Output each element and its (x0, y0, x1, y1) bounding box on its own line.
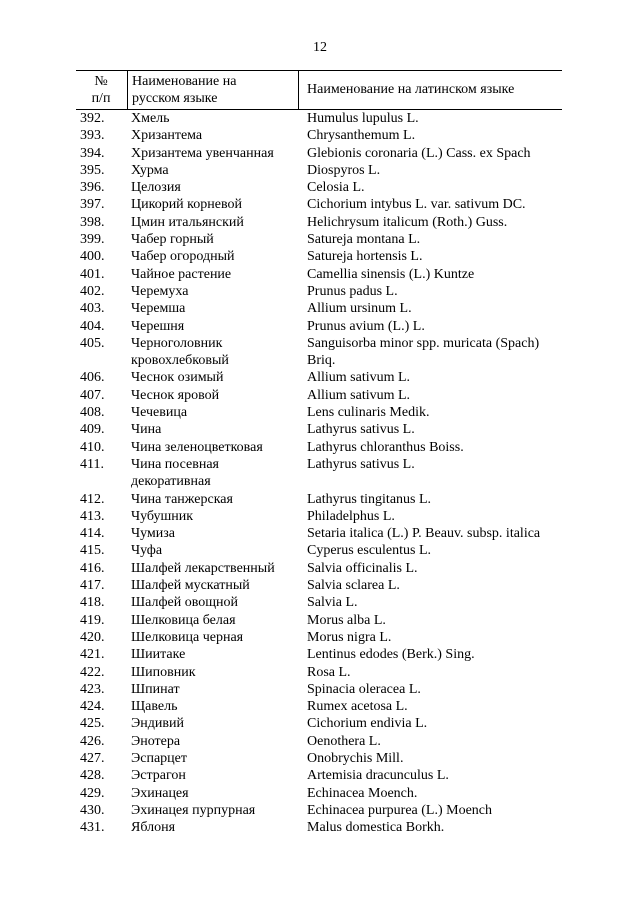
row-number: 400. (80, 249, 105, 265)
russian-name: Шелковица черная (131, 629, 244, 645)
table-row (76, 231, 562, 248)
header-russian-line1: Наименование на (132, 74, 237, 89)
table-row (76, 421, 562, 438)
russian-name-cell (126, 594, 302, 611)
latin-name-cell (302, 819, 562, 836)
latin-name: Rosa L. (307, 664, 351, 680)
latin-name-cell (302, 404, 562, 421)
russian-name-cell (126, 508, 302, 525)
latin-name-cell (302, 698, 562, 715)
latin-name-cell (302, 664, 562, 681)
russian-name-cell (126, 110, 302, 127)
table-row (76, 785, 562, 802)
russian-name-cell (126, 248, 302, 265)
latin-name-cell (302, 127, 562, 144)
russian-name-cell (126, 698, 302, 715)
table-row (76, 733, 562, 750)
table-row (76, 196, 562, 213)
table-row (76, 819, 562, 836)
latin-name: Onobrychis Mill. (307, 750, 404, 766)
table-body (76, 110, 562, 836)
russian-name: Хмель (131, 111, 170, 126)
table-row (76, 715, 562, 732)
table-row (76, 646, 562, 663)
row-number: 425. (80, 716, 105, 732)
russian-name: Шалфей мускатный (131, 578, 250, 594)
latin-name: Prunus avium (L.) L. (307, 318, 425, 334)
latin-name: Lathyrus sativus L. (307, 456, 415, 472)
latin-name-cell (302, 560, 562, 577)
table-row (76, 525, 562, 542)
latin-name: Allium sativum L. (307, 387, 411, 403)
table-row (76, 577, 562, 594)
latin-name-cell (302, 387, 562, 404)
row-number: 393. (80, 128, 105, 144)
row-number: 429. (80, 785, 105, 801)
row-number: 401. (80, 266, 105, 282)
russian-name: Чуфа (131, 543, 163, 559)
latin-name-cell (302, 179, 562, 196)
latin-name-cell (302, 196, 562, 213)
row-number: 397. (80, 197, 105, 213)
latin-name-cell (302, 110, 562, 127)
russian-name: Чечевица (131, 405, 188, 421)
row-number: 414. (80, 526, 105, 542)
latin-name: Lathyrus chloranthus Boiss. (307, 439, 464, 455)
russian-name-cell (126, 819, 302, 836)
russian-name: Цикорий корневой (131, 197, 242, 213)
row-number: 418. (80, 595, 105, 611)
russian-name: Хризантема увенчанная (131, 145, 274, 161)
latin-name-cell (302, 577, 562, 594)
latin-name: Lathyrus tingitanus L. (307, 491, 432, 507)
russian-name: Чеснок яровой (131, 387, 220, 403)
latin-name: Oenothera L. (307, 733, 381, 749)
latin-name-cell (302, 491, 562, 508)
russian-name: Энотера (131, 733, 181, 749)
row-number: 403. (80, 301, 105, 317)
table-row (76, 456, 562, 491)
row-number: 424. (80, 699, 105, 715)
header-latin-name: Наименование на латинском языке (298, 71, 562, 109)
latin-name-cell (302, 300, 562, 317)
latin-name-cell (302, 802, 562, 819)
table-row (76, 698, 562, 715)
russian-name-cell (126, 664, 302, 681)
latin-name-cell (302, 629, 562, 646)
latin-name-cell (302, 369, 562, 386)
latin-name: Salvia officinalis L. (307, 560, 418, 576)
table-row (76, 283, 562, 300)
table-row (76, 612, 562, 629)
row-number: 392. (80, 111, 105, 126)
latin-name: Glebionis coronaria (L.) Cass. ex Spach (307, 145, 531, 161)
row-number: 412. (80, 491, 105, 507)
latin-name-cell (302, 421, 562, 438)
latin-name: Prunus padus L. (307, 283, 398, 299)
latin-name: Cyperus esculentus L. (307, 543, 432, 559)
species-table (76, 70, 562, 836)
russian-name-cell (126, 646, 302, 663)
row-number: 416. (80, 560, 105, 576)
latin-name: Sanguisorba minor spp. muricata (Spach) (307, 335, 540, 351)
table-row (76, 508, 562, 525)
table-row (76, 594, 562, 611)
russian-name-cell (126, 318, 302, 335)
russian-name-cell (126, 577, 302, 594)
russian-name: Эндивий (131, 716, 184, 732)
latin-name: Spinacia oleracea L. (307, 681, 421, 697)
row-number: 417. (80, 578, 105, 594)
table-row (76, 145, 562, 162)
russian-name: Эхинацея пурпурная (131, 802, 256, 818)
russian-name-cell (126, 525, 302, 542)
table-row (76, 369, 562, 386)
latin-name-cell (302, 750, 562, 767)
latin-name: Celosia L. (307, 180, 365, 196)
russian-name: декоративная (131, 474, 211, 490)
row-number: 420. (80, 629, 105, 645)
russian-name-cell (126, 802, 302, 819)
latin-name-cell (302, 439, 562, 456)
row-number: 408. (80, 405, 105, 421)
latin-name: Setaria italica (L.) P. Beauv. subsp. italica (307, 526, 541, 542)
russian-name: кровохлебковый (131, 353, 229, 369)
russian-name-cell (126, 715, 302, 732)
russian-name: Эстрагон (131, 768, 186, 784)
latin-name-cell (302, 542, 562, 559)
row-number: 405. (80, 335, 105, 351)
header-number-line1: № (94, 74, 108, 89)
latin-name-cell (302, 248, 562, 265)
latin-name: Cichorium intybus L. var. sativum DC. (307, 197, 526, 213)
row-number: 410. (80, 439, 105, 455)
table-row (76, 750, 562, 767)
row-number: 411. (80, 456, 104, 472)
russian-name: Чина посевная (131, 456, 219, 472)
russian-name-cell (126, 439, 302, 456)
russian-name-cell (126, 750, 302, 767)
russian-name: Шиповник (131, 664, 196, 680)
row-number: 409. (80, 422, 105, 438)
row-number: 431. (80, 820, 105, 836)
russian-name-cell (126, 162, 302, 179)
latin-name: Morus nigra L. (307, 629, 392, 645)
russian-name: Хурма (131, 162, 169, 178)
table-header (76, 70, 562, 110)
russian-name-cell (126, 542, 302, 559)
latin-name: Helichrysum italicum (Roth.) Guss. (307, 214, 508, 230)
russian-name-cell (126, 179, 302, 196)
russian-name: Чина танжерская (131, 491, 233, 507)
russian-name: Чина (131, 422, 162, 438)
table-row (76, 248, 562, 265)
russian-name-cell (126, 560, 302, 577)
russian-name-cell (126, 629, 302, 646)
russian-name-cell (126, 681, 302, 698)
russian-name: Шпинат (131, 681, 180, 697)
russian-name: Черемуха (131, 283, 189, 299)
latin-name: Briq. (307, 353, 336, 369)
latin-name-cell (302, 231, 562, 248)
russian-name-cell (126, 369, 302, 386)
russian-name-cell (126, 612, 302, 629)
table-row (76, 266, 562, 283)
latin-name: Lathyrus sativus L. (307, 422, 415, 438)
table-row (76, 335, 562, 370)
russian-name-cell (126, 733, 302, 750)
table-row (76, 802, 562, 819)
latin-name-cell (302, 456, 562, 491)
russian-name: Целозия (131, 180, 181, 196)
table-row (76, 681, 562, 698)
latin-name-cell (302, 715, 562, 732)
row-number: 404. (80, 318, 105, 334)
russian-name-cell (126, 404, 302, 421)
latin-name-cell (302, 283, 562, 300)
latin-name: Satureja hortensis L. (307, 249, 423, 265)
latin-name: Morus alba L. (307, 612, 386, 628)
russian-name: Шиитаке (131, 647, 186, 663)
row-number: 402. (80, 283, 105, 299)
row-number: 395. (80, 162, 105, 178)
table-row (76, 767, 562, 784)
russian-name: Чабер огородный (131, 249, 235, 265)
row-number: 407. (80, 387, 105, 403)
russian-name-cell (126, 283, 302, 300)
russian-name: Яблоня (131, 820, 176, 836)
row-number: 427. (80, 750, 105, 766)
table-row (76, 127, 562, 144)
russian-name-cell (126, 196, 302, 213)
russian-name: Чайное растение (131, 266, 232, 282)
row-number: 415. (80, 543, 105, 559)
russian-name-cell (126, 145, 302, 162)
russian-name-cell (126, 127, 302, 144)
table-row (76, 387, 562, 404)
russian-name: Черноголовник (131, 335, 223, 351)
russian-name-cell (126, 491, 302, 508)
latin-name: Satureja montana L. (307, 232, 421, 248)
latin-name: Allium ursinum L. (307, 301, 412, 317)
row-number: 430. (80, 802, 105, 818)
russian-name-cell (126, 767, 302, 784)
russian-name: Эспарцет (131, 750, 187, 766)
header-number-line2: п/п (91, 91, 111, 106)
table-row (76, 318, 562, 335)
header-russian-name (127, 71, 298, 109)
row-number: 426. (80, 733, 105, 749)
table-row (76, 542, 562, 559)
russian-name-cell (126, 456, 302, 491)
russian-name-cell (126, 387, 302, 404)
latin-name-cell (302, 525, 562, 542)
latin-name-cell (302, 162, 562, 179)
latin-name: Rumex acetosa L. (307, 699, 408, 715)
russian-name-cell (126, 300, 302, 317)
russian-name: Шалфей овощной (131, 595, 239, 611)
latin-name: Humulus lupulus L. (307, 111, 419, 126)
russian-name: Эхинацея (131, 785, 189, 801)
russian-name-cell (126, 785, 302, 802)
russian-name: Щавель (131, 699, 178, 715)
latin-name: Philadelphus L. (307, 508, 395, 524)
latin-name: Malus domestica Borkh. (307, 820, 445, 836)
table-row (76, 560, 562, 577)
row-number: 419. (80, 612, 105, 628)
latin-name-cell (302, 646, 562, 663)
latin-name: Camellia sinensis (L.) Kuntze (307, 266, 475, 282)
table-row (76, 162, 562, 179)
latin-name: Artemisia dracunculus L. (307, 768, 449, 784)
russian-name: Чубушник (131, 508, 194, 524)
row-number: 396. (80, 180, 105, 196)
latin-name-cell (302, 733, 562, 750)
latin-name-cell (302, 785, 562, 802)
latin-name-cell (302, 681, 562, 698)
latin-name: Salvia L. (307, 595, 358, 611)
latin-name-cell (302, 335, 562, 370)
russian-name: Черемша (131, 301, 186, 317)
russian-name: Чина зеленоцветковая (131, 439, 263, 455)
russian-name-cell (126, 231, 302, 248)
russian-name: Хризантема (131, 128, 203, 144)
latin-name-cell (302, 508, 562, 525)
header-number (76, 71, 126, 111)
russian-name-cell (126, 335, 302, 370)
latin-name: Salvia sclarea L. (307, 578, 400, 594)
table-row (76, 300, 562, 317)
russian-name: Черешня (131, 318, 185, 334)
russian-name: Чумиза (131, 526, 176, 542)
row-number: 428. (80, 768, 105, 784)
latin-name: Allium sativum L. (307, 370, 411, 386)
table-row (76, 439, 562, 456)
row-number: 413. (80, 508, 105, 524)
latin-name: Diospyros L. (307, 162, 381, 178)
latin-name: Echinacea Moench. (307, 785, 418, 801)
russian-name: Чеснок озимый (131, 370, 224, 386)
table-row (76, 629, 562, 646)
russian-name-cell (126, 421, 302, 438)
russian-name: Шалфей лекарственный (131, 560, 275, 576)
row-number: 398. (80, 214, 105, 230)
latin-name: Chrysanthemum L. (307, 128, 416, 144)
table-row (76, 110, 562, 127)
russian-name: Цмин итальянский (131, 214, 244, 230)
table-row (76, 214, 562, 231)
table-row (76, 404, 562, 421)
russian-name: Чабер горный (131, 232, 214, 248)
russian-name-cell (126, 214, 302, 231)
latin-name-cell (302, 767, 562, 784)
row-number: 399. (80, 232, 105, 248)
latin-name-cell (302, 266, 562, 283)
table-row (76, 491, 562, 508)
table-row (76, 664, 562, 681)
latin-name-cell (302, 214, 562, 231)
row-number: 423. (80, 681, 105, 697)
latin-name-cell (302, 145, 562, 162)
row-number: 421. (80, 647, 105, 663)
latin-name: Cichorium endivia L. (307, 716, 428, 732)
latin-name-cell (302, 594, 562, 611)
latin-name: Lentinus edodes (Berk.) Sing. (307, 647, 475, 663)
latin-name: Lens culinaris Medik. (307, 405, 430, 421)
latin-name-cell (302, 318, 562, 335)
row-number: 406. (80, 370, 105, 386)
latin-name-cell (302, 612, 562, 629)
russian-name: Шелковица белая (131, 612, 236, 628)
page-number: 12 (313, 40, 327, 55)
row-number: 422. (80, 664, 105, 680)
header-russian-line2: русском языке (132, 91, 218, 106)
row-number: 394. (80, 145, 105, 161)
latin-name: Echinacea purpurea (L.) Moench (307, 802, 493, 818)
russian-name-cell (126, 266, 302, 283)
table-row (76, 179, 562, 196)
